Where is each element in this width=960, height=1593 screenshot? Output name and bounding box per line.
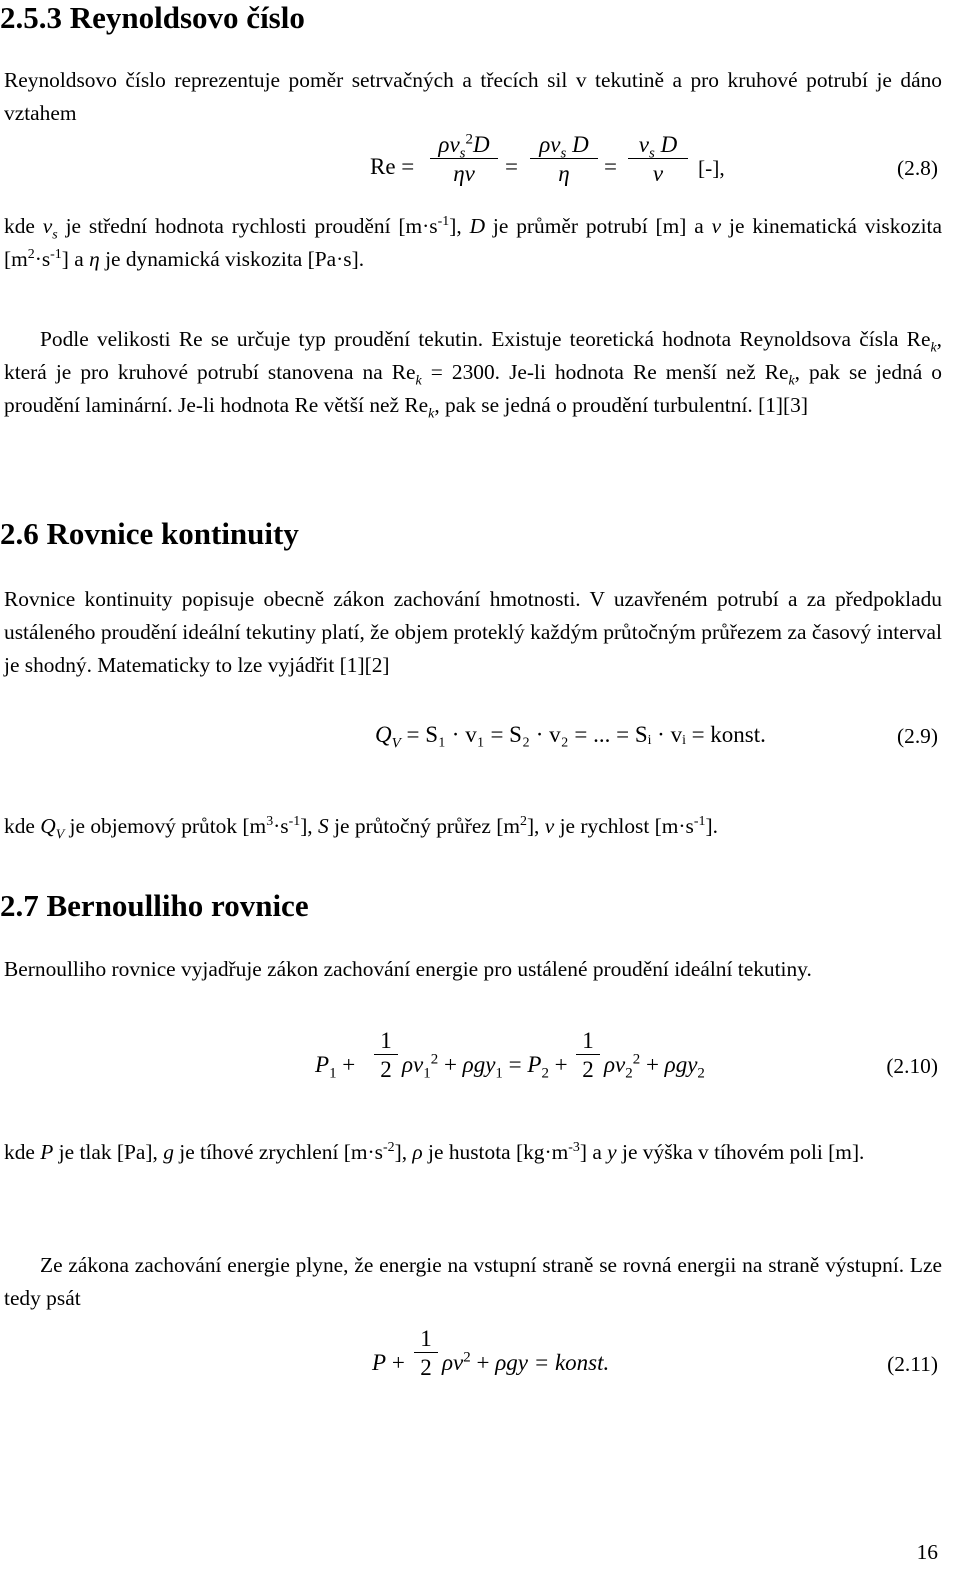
paragraph-energy: Ze zákona zachování energie plyne, že energie na vstupní straně se rovná energii na straně výstupní. Lze tedy psát <box>4 1253 942 1310</box>
paragraph-bernoulli: Bernoulliho rovnice vyjadřuje zákon zachování energie pro ustálené proudění ideální tekutiny. <box>4 957 812 981</box>
section-title-2-7: 2.7 Bernoulliho rovnice <box>0 888 309 923</box>
paragraph-variables-continuity: kde $Q_V$ je objemový průtok $[m^3\cdot s^{-1}]$, S je průtočný průřez $[m^2]$, v je rychlost $[m\cdot s^{-1}]$. <box>4 813 718 843</box>
equation-number-2-10: (2.10) <box>886 1054 938 1078</box>
paragraph-continuity: Rovnice kontinuity popisuje obecně zákon zachování hmotnosti. V uzavřeném potrubí a za předpokladu ustáleného proudění ideální tekutiny platí, že objem proteklý každým průtočným průřezem za časový interval je shodný. Matematicky to lze vyjádřit [1][2] <box>4 587 942 677</box>
paragraph-variables-bernoulli: kde P je tlak [Pa], g je tíhové zrychlení $[m\cdot s^{-2}]$, ρ je hustota $[kg\cdot m^{-3}]$ a y je výška v tíhovém poli [m]. <box>4 1139 865 1164</box>
section-title-2-5-3: 2.5.3 Reynoldsovo číslo <box>0 0 305 35</box>
equation-number-2-11: (2.11) <box>887 1352 938 1376</box>
eq-re-label: Re = <box>370 154 415 179</box>
eq-unit: [-], <box>698 156 725 180</box>
page-number: 16 <box>916 1540 938 1564</box>
paragraph-flow-type: Podle velikosti Re se určuje typ proudění tekutin. Existuje teoretická hodnota Reynoldsova čísla $Re_k$, která je pro kruhové potrubí stanovena na $Re_k = 2300$. Je-li hodnota Re menší než $Re_k$, pak se jedná o proudění laminární. Je-li hodnota Re větší než $Re_k$, pak se jedná o proudění turbulentní. [1][3] <box>4 327 942 422</box>
equation-2-10: $P_1$ + $\frac{1}{2}$ $\rho v_1^2 + \rho gy_1 = P_2$ + $\frac{1}{2}$ $\rho v_2^2 + \rho gy_2$ (2.10) <box>315 1028 938 1082</box>
equation-2-9: $Q_V = S_1 \cdot v_1 = S_2 \cdot v_2$ = ... = Sᵢ · vᵢ = konst. (2.9) <box>375 722 938 752</box>
paragraph-variables-re: kde $v_s$ je střední hodnota rychlosti proudění $[m\cdot s^{-1}]$, D je průměr potrubí [m] a ν je kinematická viskozita $[m^2\cdot s^{-1}]$ a η je dynamická viskozita [Pa·s]. <box>4 213 942 271</box>
eq-frac-2: $\rho v_s$ D η <box>530 132 598 187</box>
eq-frac-1: $\rho v_s^2D$ ην <box>430 132 498 187</box>
section-title-2-6: 2.6 Rovnice kontinuity <box>0 516 299 551</box>
equation-2-8: Re = $\rho v_s^2D$ ην = $\rho v_s$ D η = $\frac{v_s D}{\nu}$ [-], (2.8) <box>370 131 938 186</box>
equation-number-2-9: (2.9) <box>897 724 938 748</box>
equation-2-11: P + $\frac{1}{2}$ $\rho v^2 + \rho gy$ = konst. (2.11) <box>372 1326 938 1380</box>
eq-frac-3: $\frac{v_s D}{\nu}$ <box>628 132 688 187</box>
equation-number-2-8: (2.8) <box>897 156 938 180</box>
paragraph-intro: Reynoldsovo číslo reprezentuje poměr setrvačných a třecích sil v tekutině a pro kruhové potrubí je dáno vztahem <box>4 68 942 125</box>
